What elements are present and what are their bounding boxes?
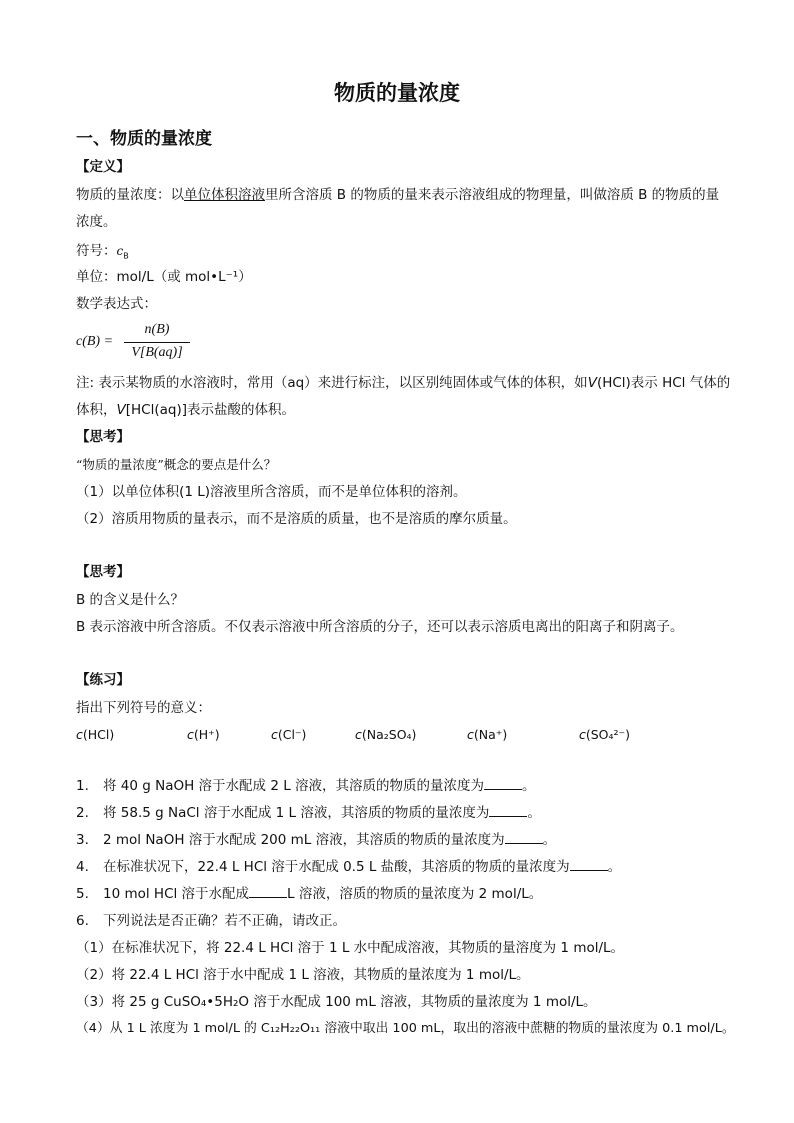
think-tag-1: 【思考】 (76, 429, 130, 445)
symbol-item (271, 727, 306, 742)
question-1 (76, 777, 536, 795)
question-text: 在标准状况下，22.4 L HCl 溶于水配成 0.5 L 盐酸，其溶质的物质的量浓度为 (103, 859, 570, 875)
question-number: 6. (76, 913, 89, 929)
symbol-c: c (187, 727, 194, 742)
answer-blank[interactable] (484, 777, 522, 790)
symbol-c: c (116, 244, 124, 258)
symbol-body: (H⁺) (193, 727, 220, 742)
question-text: 将 58.5 g NaCl 溶于水配成 1 L 溶液，其溶质的物质的量浓度为 (103, 805, 490, 821)
question-number: 2. (76, 805, 89, 821)
question-2 (76, 804, 541, 822)
note-text: 注: 表示某物质的水溶液时，常用（aq）来进行标注，以区别纯固体或气体的体积，如 (76, 375, 588, 391)
question-6 (76, 912, 346, 930)
question-text: L 溶液，溶质的物质的量浓度为 2 mol/L。 (287, 886, 543, 902)
question-end: 。 (522, 778, 536, 794)
think-answer-1: （1）以单位体积(1 L)溶液里所含溶质，而不是单位体积的溶剂。 (76, 484, 467, 500)
definition-tag: 【定义】 (76, 159, 130, 175)
symbol-c: c (355, 727, 362, 742)
symbol-item (355, 727, 416, 742)
definition-underlined-term: 单位体积溶液 (184, 187, 265, 203)
math-label: 数学表达式： (76, 296, 157, 312)
symbol-item (467, 727, 507, 742)
think-question-1: “物质的量浓度”概念的要点是什么？ (76, 457, 277, 472)
practice-intro: 指出下列符号的意义： (76, 700, 211, 716)
note-text: 体积， (76, 402, 117, 418)
symbol-item (579, 727, 630, 742)
think-answer-2: （2）溶质用物质的量表示，而不是溶质的质量，也不是溶质的摩尔质量。 (76, 511, 517, 527)
question-5 (76, 885, 542, 903)
question-end: 。 (607, 859, 622, 875)
symbol-body: (HCl) (82, 727, 115, 742)
symbol-body: (SO₄²⁻) (585, 727, 631, 742)
symbol-body: (Na⁺) (473, 727, 508, 742)
question-6-item-3: （3）将 25 g CuSO₄•5H₂O 溶于水配成 100 mL 溶液，其物质的量浓度为 1 mol/L。 (76, 994, 597, 1010)
think-question-2: B 的含义是什么？ (76, 592, 185, 608)
answer-blank[interactable] (249, 885, 287, 898)
question-text: 将 40 g NaOH 溶于水配成 2 L 溶液，其溶质的物质的量浓度为 (103, 778, 485, 794)
unit-line: 单位：mol/L（或 mol•L⁻¹） (76, 269, 252, 285)
question-3 (76, 831, 556, 849)
question-text: 2 mol NaOH 溶于水配成 200 mL 溶液，其溶质的物质的量浓度为 (103, 832, 505, 848)
question-text: 10 mol HCl 溶于水配成 (103, 886, 250, 902)
answer-blank[interactable] (489, 804, 527, 817)
question-end: 。 (542, 832, 557, 848)
question-number: 5. (76, 886, 89, 902)
question-6-item-1: （1）在标准状况下，将 22.4 L HCl 溶于 1 L 水中配成溶液，其物质的量溶度为 1 mol/L。 (76, 940, 625, 956)
note-v-symbol: V (116, 402, 126, 418)
question-number: 4. (76, 859, 89, 875)
symbol-c: c (579, 727, 586, 742)
note-text: [HCl(aq)]表示盐酸的体积。 (125, 402, 295, 418)
formula-denominator: V[B(aq)] (131, 345, 183, 360)
symbol-body: (Na₂SO₄) (361, 727, 417, 742)
definition-text-pre: 物质的量浓度：以 (76, 187, 184, 203)
symbol-line (76, 242, 129, 266)
question-number: 1. (76, 778, 89, 794)
question-text: 下列说法是否正确？若不正确，请改正。 (103, 913, 346, 929)
answer-blank[interactable] (505, 831, 543, 844)
fraction-bar (124, 342, 190, 343)
note-text: (HCl)表示 HCl 气体的 (596, 375, 731, 391)
question-4 (76, 858, 621, 876)
definition-line-2: 浓度。 (76, 214, 117, 230)
question-6-item-2: （2）将 22.4 L HCl 溶于水中配成 1 L 溶液，其物质的量浓度为 1 mol/L。 (76, 967, 530, 983)
formula-numerator: n(B) (144, 322, 170, 337)
think-tag-2: 【思考】 (76, 564, 130, 580)
formula-lhs: c(B) = (76, 334, 114, 349)
question-number: 3. (76, 832, 89, 848)
definition-text-post: 里所含溶质 B 的物质的量来表示溶液组成的物理量，叫做溶质 B 的物质的量 (265, 187, 720, 203)
symbol-c: c (76, 727, 83, 742)
answer-blank[interactable] (570, 858, 608, 871)
symbol-c: c (467, 727, 474, 742)
symbol-item (76, 727, 114, 742)
think-answer-3: B 表示溶液中所含溶质。不仅表示溶液中所含溶质的分子，还可以表示溶质电离出的阳离子和阴离子。 (76, 619, 684, 635)
definition-line-1 (76, 186, 719, 204)
practice-tag: 【练习】 (76, 672, 130, 688)
section-heading: 一、物质的量浓度 (76, 129, 212, 149)
note-line-2 (76, 401, 295, 419)
page-title: 物质的量浓度 (334, 81, 460, 105)
symbol-item (187, 727, 220, 742)
note-line-1 (76, 374, 730, 392)
symbol-body: (Cl⁻) (277, 727, 307, 742)
symbol-c: c (271, 727, 278, 742)
symbol-sub: B (123, 251, 129, 261)
question-6-item-4: （4）从 1 L 浓度为 1 mol/L 的 C₁₂H₂₂O₁₁ 溶液中取出 100 mL，取出的溶液中蔗糖的物质的量浓度为 0.1 mol/L。 (76, 1021, 735, 1036)
question-end: 。 (527, 805, 541, 821)
note-v-symbol: V (587, 375, 597, 391)
symbol-label: 符号： (76, 243, 117, 259)
